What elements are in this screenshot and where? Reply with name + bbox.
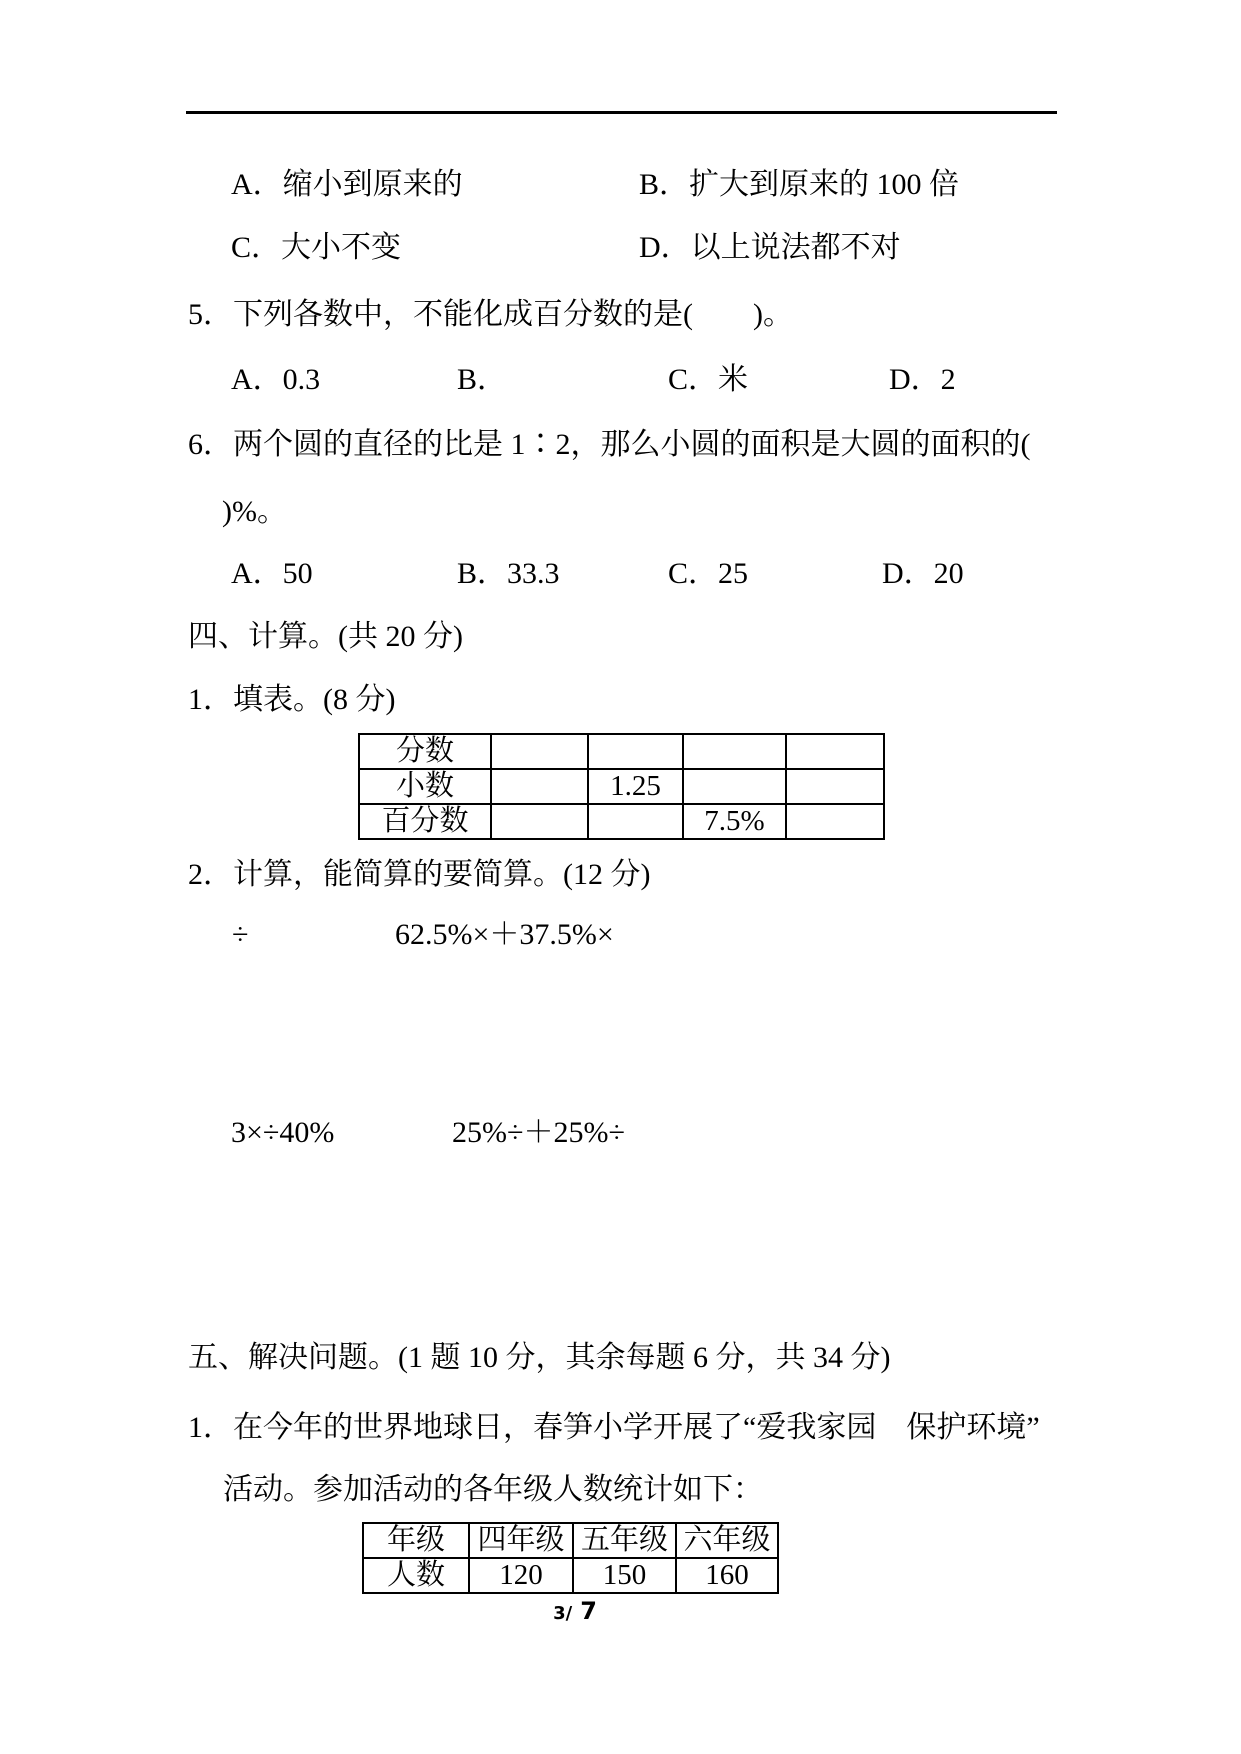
q5-option-a: A．0.3 <box>231 363 321 396</box>
q5-option-d: D．2 <box>889 363 956 396</box>
table-cell <box>491 804 588 839</box>
table-cell <box>491 769 588 804</box>
section5-q1-line2: 活动。参加活动的各年级人数统计如下： <box>223 1473 763 1506</box>
q6-option-d: D．20 <box>882 557 964 590</box>
section4-item1-label: 1．填表。(8 分) <box>188 683 396 716</box>
section5-heading: 五、解决问题。(1 题 10 分，其余每题 6 分，共 34 分) <box>188 1341 891 1374</box>
header-grade4: 四年级 <box>469 1523 573 1558</box>
table-cell: 150 <box>573 1558 676 1593</box>
header-rule <box>186 111 1057 114</box>
q4-option-c: C．大小不变 <box>231 231 402 264</box>
q5-option-c: C．米 <box>668 363 749 396</box>
table-cell: 1.25 <box>588 769 683 804</box>
table-row <box>359 769 884 804</box>
q6-option-a: A．50 <box>231 557 313 590</box>
table-cell <box>683 734 786 769</box>
q4-option-b: B．扩大到原来的 100 倍 <box>639 168 960 201</box>
q5-stem: 5．下列各数中，不能化成百分数的是( )。 <box>188 298 793 331</box>
calc-expression-4: 25%÷＋25%÷ <box>452 1116 625 1149</box>
header-grade: 年级 <box>363 1523 469 1558</box>
grade-participants-table <box>362 1522 779 1594</box>
q4-option-a: A．缩小到原来的 <box>231 168 463 201</box>
q6-option-b: B．33.3 <box>457 557 560 590</box>
q5-option-b: B． <box>457 363 508 396</box>
section5-q1-line1: 1．在今年的世界地球日，春笋小学开展了“爱我家园 保护环境” <box>188 1411 1040 1444</box>
table-cell <box>683 769 786 804</box>
table-cell <box>786 769 884 804</box>
page-number-current: 3/ <box>553 1603 573 1624</box>
table-cell <box>588 734 683 769</box>
calc-expression-3: 3×÷40% <box>231 1116 335 1149</box>
calc-expression-2: 62.5%×＋37.5%× <box>395 918 614 951</box>
header-grade6: 六年级 <box>676 1523 778 1558</box>
row-label-decimal: 小数 <box>359 769 491 804</box>
table-row <box>363 1523 778 1558</box>
table-cell: 120 <box>469 1558 573 1593</box>
table-cell <box>588 804 683 839</box>
page-number <box>0 1597 1150 1625</box>
table-cell <box>491 734 588 769</box>
section4-heading: 四、计算。(共 20 分) <box>188 620 463 653</box>
table-cell: 7.5% <box>683 804 786 839</box>
q6-option-c: C．25 <box>668 557 749 590</box>
q6-stem-line2: )%。 <box>222 495 287 528</box>
row-label-people: 人数 <box>363 1558 469 1593</box>
fraction-decimal-percent-table <box>358 733 885 840</box>
calc-expression-1: ÷ <box>232 918 249 951</box>
q6-stem-line1: 6．两个圆的直径的比是 1∶2，那么小圆的面积是大圆的面积的( <box>188 428 1031 461</box>
table-cell <box>786 734 884 769</box>
table-row <box>363 1558 778 1593</box>
page-number-total: 7 <box>580 1597 597 1625</box>
table-cell <box>786 804 884 839</box>
table-cell: 160 <box>676 1558 778 1593</box>
header-grade5: 五年级 <box>573 1523 676 1558</box>
q4-option-d: D．以上说法都不对 <box>639 231 901 264</box>
table-row <box>359 804 884 839</box>
section4-item2-label: 2．计算，能简算的要简算。(12 分) <box>188 858 651 891</box>
row-label-fraction: 分数 <box>359 734 491 769</box>
table-row <box>359 734 884 769</box>
row-label-percent: 百分数 <box>359 804 491 839</box>
